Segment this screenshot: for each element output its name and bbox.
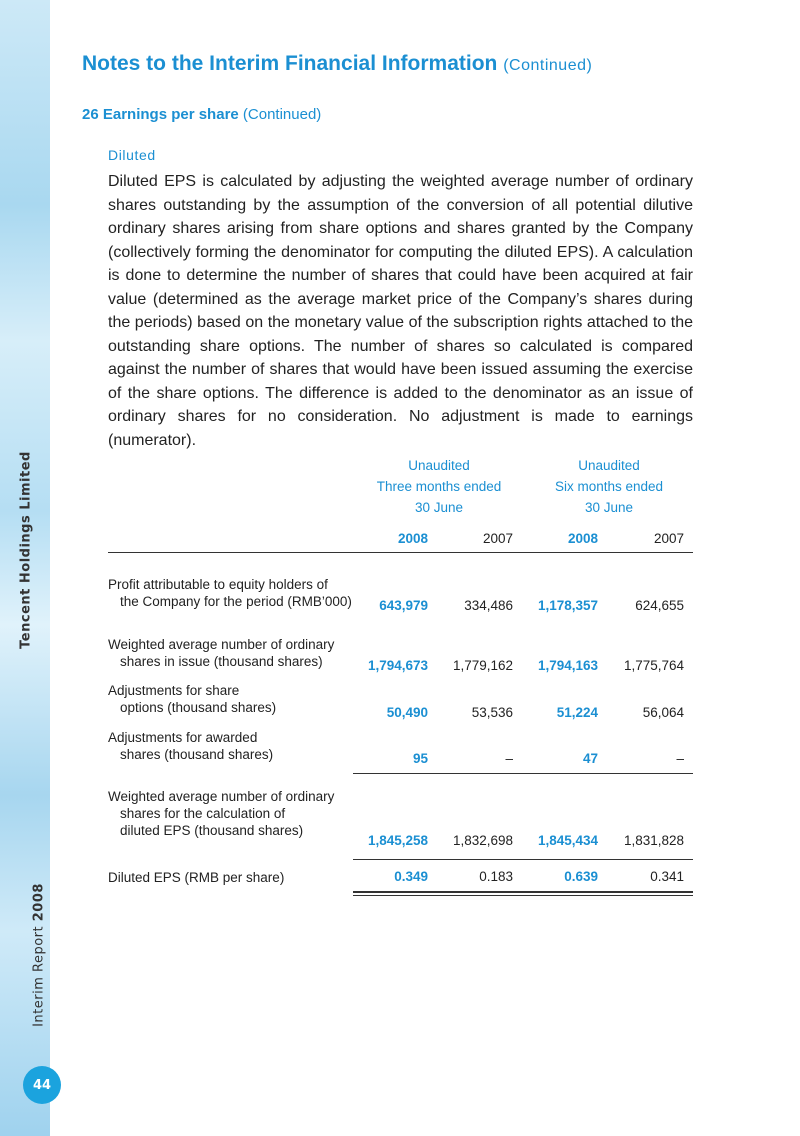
section-heading (82, 106, 321, 123)
year-header: 2008 (567, 531, 598, 546)
row-label-line: Diluted EPS (RMB per share) (108, 870, 285, 885)
header-rule (108, 552, 693, 553)
row-label (108, 869, 284, 886)
table-cell: – (505, 751, 513, 766)
year-header: 2008 (397, 531, 428, 546)
table-cell: 1,845,434 (537, 833, 598, 848)
table-cell: 53,536 (471, 705, 513, 720)
table-cell: 0.349 (394, 869, 428, 884)
header-six-months-line1: Unaudited (578, 458, 640, 473)
subtotal-rule (353, 773, 693, 774)
section-title: Earnings per share (102, 106, 239, 123)
table-cell: 1,779,162 (452, 658, 513, 673)
table-cell: 51,224 (556, 705, 598, 720)
body-paragraph: Diluted EPS is calculated by adjusting the weighted average number of ordinary shares outstanding by the assumption of the conversion of all potential dilutive ordinary shares arising from share options and shares granted by the Company (collectively forming the denominator for computing the diluted EPS). A calculation is done to determine the number of shares that could have been acquired at fair value (determined as the average market price of the Company’s shares during the periods) based on the monetary value of the subscription rights attached to the outstanding share options. The number of shares so calculated is compared against the number of shares that would have been issued assuming the exercise of the share options. The difference is added to the denominator as an issue of ordinary shares for no consideration. No adjustment is made to earnings (numerator). (108, 173, 693, 449)
row-label-line: the Company for the period (RMB’000) (120, 594, 352, 609)
total-rule (353, 859, 693, 860)
table-cell: 643,979 (379, 598, 428, 613)
table-cell: 50,490 (386, 705, 428, 720)
header-six-months-line2: Six months ended (554, 479, 664, 494)
table-cell: 0.341 (650, 869, 684, 884)
row-label (108, 576, 352, 610)
report-name (32, 883, 47, 1027)
double-rule-bottom (353, 895, 693, 896)
subheading: Diluted (108, 147, 156, 163)
row-label-line: Weighted average number of ordinary (108, 637, 335, 652)
page-title-suffix: (Continued) (503, 57, 593, 74)
table-cell: 1,831,828 (623, 833, 684, 848)
row-label-line: shares for the calculation of (120, 806, 286, 821)
table-cell: 0.639 (564, 869, 598, 884)
table-cell: 1,178,357 (537, 598, 598, 613)
year-header: 2007 (653, 531, 684, 546)
row-label-line: options (thousand shares) (120, 700, 277, 715)
row-label-line: Weighted average number of ordinary (108, 789, 335, 804)
table-cell: 47 (582, 751, 598, 766)
header-six-months (523, 455, 695, 518)
header-three-months-line3: 30 June (414, 500, 464, 515)
report-prefix: Interim Report (31, 925, 47, 1027)
header-three-months-line1: Unaudited (408, 458, 470, 473)
row-label (108, 636, 334, 670)
table-cell: – (676, 751, 684, 766)
table-cell: 624,655 (635, 598, 684, 613)
page-title (82, 52, 592, 76)
section-suffix: (Continued) (242, 106, 322, 123)
section-number: 26 (82, 106, 99, 123)
header-three-months-line2: Three months ended (376, 479, 502, 494)
sidebar-text (2, 0, 48, 1136)
page-title-text: Notes to the Interim Financial Information (82, 52, 498, 75)
row-label-line: diluted EPS (thousand shares) (120, 823, 304, 838)
row-label-line: shares (thousand shares) (120, 747, 274, 762)
company-name: Tencent Holdings Limited (18, 451, 34, 649)
table-cell: 1,794,163 (537, 658, 598, 673)
table-cell: 334,486 (464, 598, 513, 613)
row-label (108, 788, 334, 839)
table-cell: 95 (412, 751, 428, 766)
row-label-line: Adjustments for share (108, 683, 240, 698)
table-cell: 56,064 (642, 705, 684, 720)
year-header: 2007 (482, 531, 513, 546)
table-cell: 1,832,698 (452, 833, 513, 848)
report-year: 2008 (31, 883, 47, 922)
row-label-line: shares in issue (thousand shares) (120, 654, 323, 669)
header-six-months-line3: 30 June (584, 500, 634, 515)
table-cell: 0.183 (479, 869, 513, 884)
table-cell: 1,775,764 (623, 658, 684, 673)
page-number: 44 (23, 1066, 61, 1104)
row-label-line: Profit attributable to equity holders of (108, 577, 328, 592)
row-label (108, 682, 276, 716)
row-label (108, 729, 273, 763)
table-cell: 1,794,673 (367, 658, 428, 673)
row-label-line: Adjustments for awarded (108, 730, 258, 745)
header-three-months (353, 455, 525, 518)
table-cell: 1,845,258 (367, 833, 428, 848)
double-rule-top (353, 891, 693, 893)
